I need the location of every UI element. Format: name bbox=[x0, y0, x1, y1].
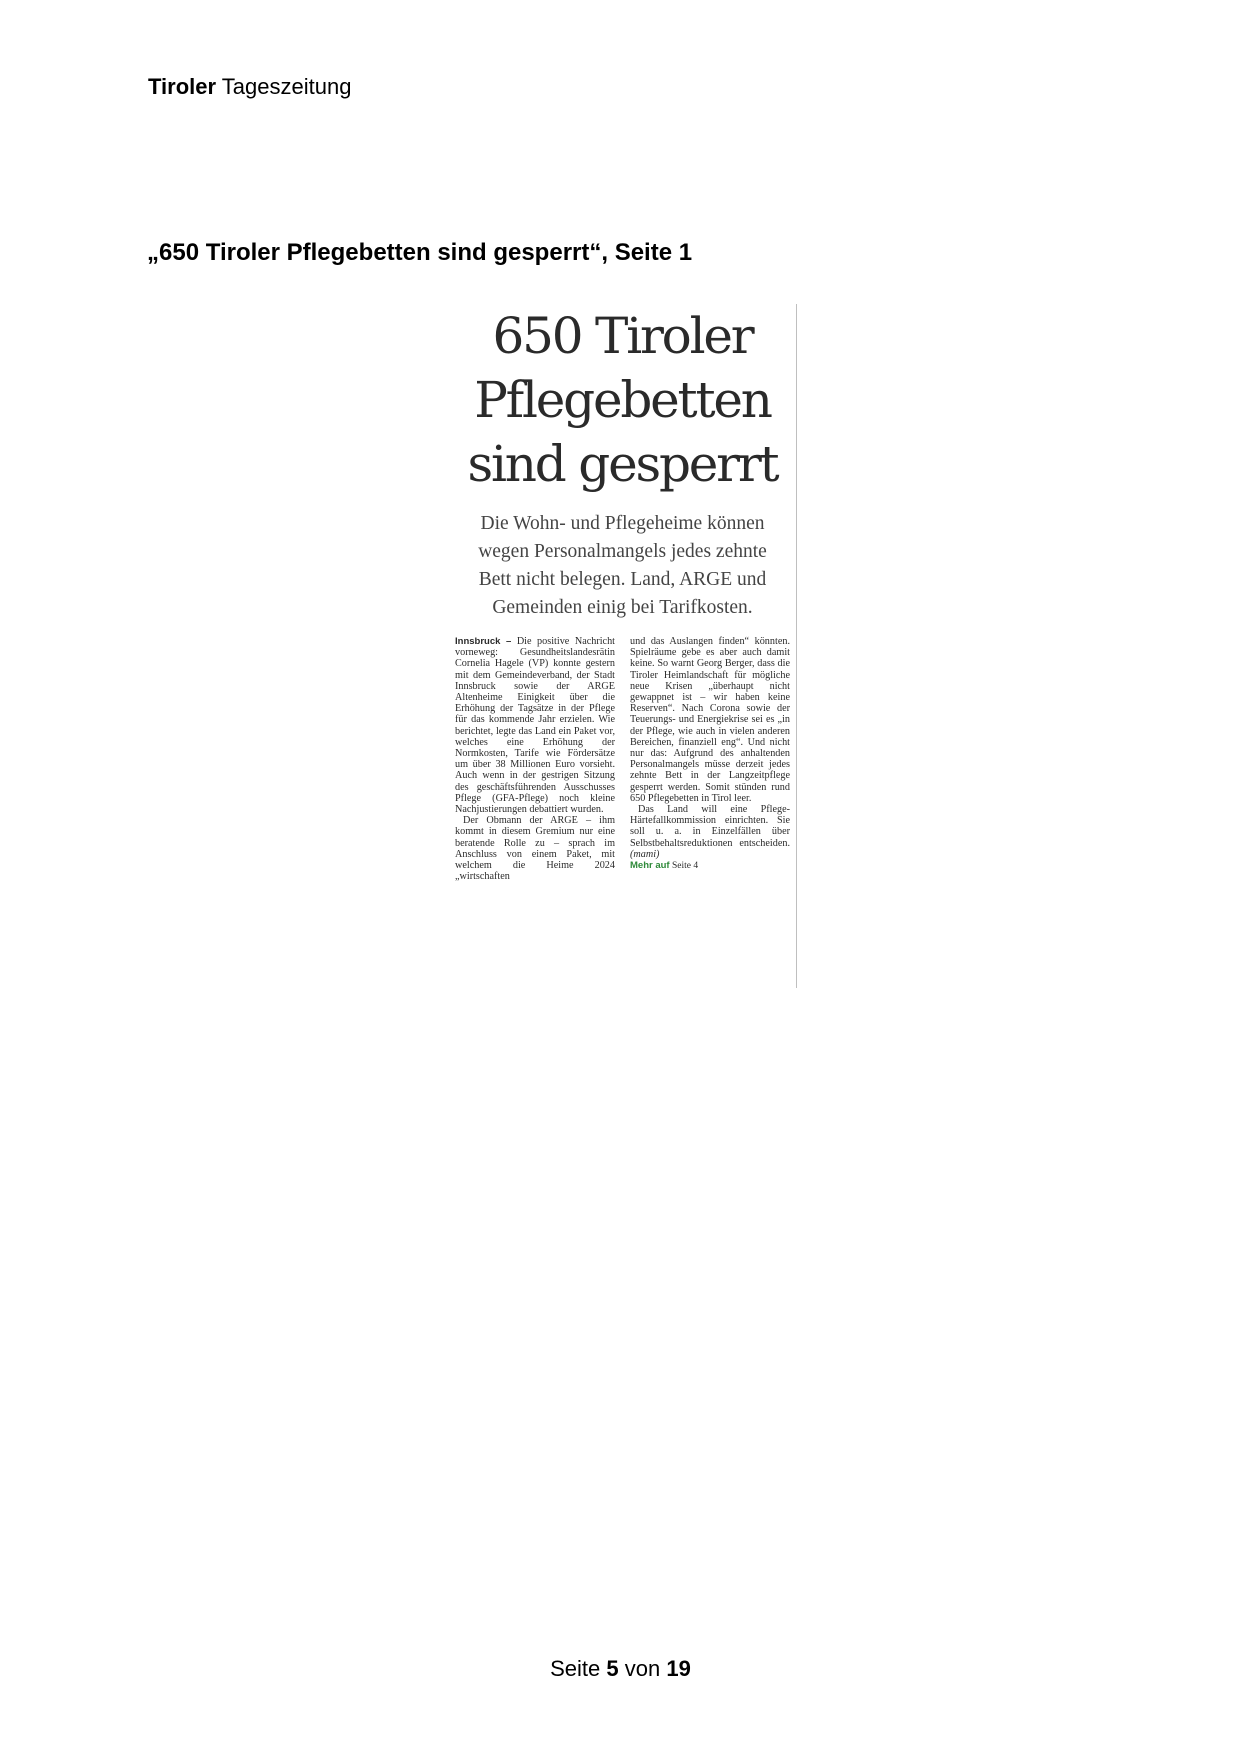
article-paragraph: Der Obmann der ARGE – ihm kommt in diesem Gremium nur eine beratende Rolle zu – sprach im Anschluss von einem Paket, mit welchem die Heime 2024 „wirtschaften bbox=[455, 815, 615, 883]
article-column-left bbox=[455, 636, 615, 882]
article-paragraph bbox=[455, 636, 615, 815]
article-dateline: Innsbruck – bbox=[455, 636, 512, 647]
page-label: Seite bbox=[550, 1656, 601, 1681]
more-on-page bbox=[630, 860, 790, 872]
article-text: Die positive Nachricht vorneweg: Gesundheitslandesrätin Cornelia Hagele (VP) konnte gestern mit dem Gemeindeverband, der Stadt Innsbruck sowie der ARGE Altenheime Einigkeit über die Erhöhung der Tagsätze in der Pflege für das kommende Jahr erzielen. Wie berichtet, legte das Land ein Paket vor, welches eine Erhöhung der Normkosten, Tarife wie Fördersätze um über 38 Millionen Euro vorsieht. Auch wenn in der gestrigen Sitzung des geschäftsführenden Ausschusses Pflege (GFA-Pflege) noch kleine Nachjustierungen debattiert wurden. bbox=[455, 636, 615, 816]
document-title: „650 Tiroler Pflegebetten sind gesperrt“, Seite 1 bbox=[147, 239, 693, 266]
article-columns bbox=[455, 636, 790, 882]
publication-name-bold: Tiroler bbox=[148, 74, 217, 99]
article-column-right bbox=[630, 636, 790, 882]
publication-header bbox=[148, 73, 351, 101]
article-headline: 650 Tiroler Pflegebetten sind gesperrt bbox=[467, 307, 778, 493]
article-byline: (mami) bbox=[630, 848, 660, 860]
article-paragraph bbox=[630, 804, 790, 860]
more-page-ref: Seite 4 bbox=[671, 861, 699, 872]
article-paragraph: und das Auslangen finden“ könnten. Spielräume gebe es aber auch damit keine. So warnt Georg Berger, dass die Tiroler Heimlandschaft für mögliche neue Krisen „überhaupt nicht gewappnet ist – wir haben keine Reserven“. Nach Corona sowie der Teuerungs- und Energiekrise sei es „in der Pflege, wie auch in vielen anderen Bereichen, finanziell eng“. Und nicht nur das: Aufgrund des anhaltenden Personalmangels müsse derzeit jedes zehnte Bett in der Langzeitpflege gesperrt werden. Somit stünden rund 650 Pflegebetten in Tirol leer. bbox=[630, 636, 790, 804]
newspaper-clipping bbox=[455, 304, 797, 988]
article-text: Das Land will eine Pflege-Härtefallkommission einrichten. Sie soll u. a. in Einzelfällen über Selbstbehaltsreduktionen entscheiden. bbox=[630, 804, 790, 849]
article-lead: Die Wohn- und Pflegeheime können wegen Personalmangels jedes zehnte Bett nicht belegen. Land, ARGE und Gemeinden einig bei Tarifkosten. bbox=[478, 513, 767, 618]
current-page: 5 bbox=[606, 1656, 619, 1681]
total-pages: 19 bbox=[666, 1656, 691, 1681]
publication-name-rest: Tageszeitung bbox=[221, 74, 352, 99]
more-keyword: Mehr auf bbox=[630, 860, 670, 872]
page-of-label: von bbox=[624, 1656, 661, 1681]
page-number bbox=[0, 1655, 1241, 1683]
